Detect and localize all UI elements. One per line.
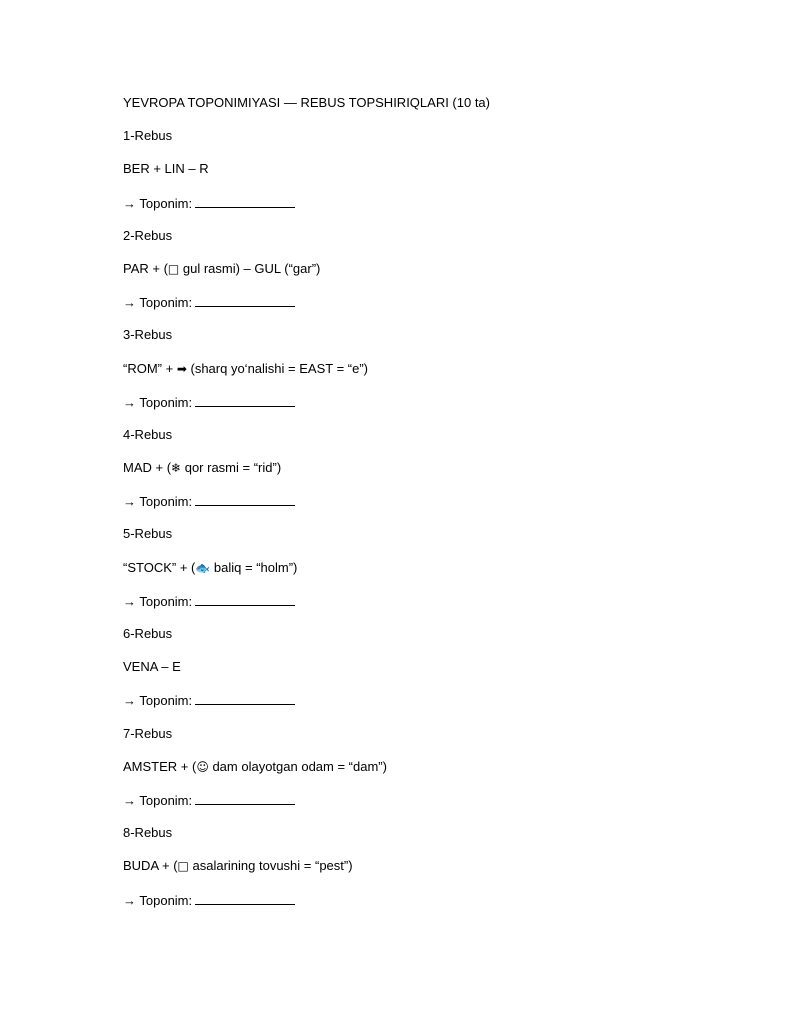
rebus-heading: 2-Rebus — [123, 227, 173, 243]
rebus-heading: 8-Rebus — [123, 825, 173, 841]
rebus-puzzle — [123, 560, 683, 576]
answer-blank[interactable] — [195, 892, 295, 905]
puzzle-text: “ROM” + — [123, 360, 177, 376]
puzzle-text: MAD + ( — [123, 460, 172, 476]
answer-label: → Toponim: — [123, 494, 193, 510]
rebus-heading: 3-Rebus — [123, 327, 173, 343]
smiling-face-icon: ☺ — [196, 759, 209, 774]
rebus-puzzle — [123, 659, 683, 675]
answer-label: → Toponim: — [123, 892, 193, 908]
rebus-heading: 6-Rebus — [123, 626, 173, 641]
snowflake-icon: ❄ — [171, 461, 182, 476]
answer-line — [123, 892, 683, 908]
missing-glyph-icon: □ — [167, 261, 180, 276]
rebus-puzzle — [123, 460, 683, 476]
puzzle-text: BUDA + ( — [123, 858, 178, 874]
puzzle-text: (sharq yo‘nalishi = EAST = “e”) — [186, 360, 368, 376]
answer-label: → Toponim: — [123, 693, 193, 709]
rebus-puzzle — [123, 261, 683, 277]
rebus-puzzle — [123, 361, 683, 377]
answer-blank[interactable] — [195, 195, 295, 208]
puzzle-text: VENA – E — [123, 659, 181, 675]
puzzle-text: PAR + ( — [123, 260, 168, 276]
right-arrow-icon: ➡ — [176, 361, 187, 376]
rebus-puzzle — [123, 161, 683, 177]
puzzle-text: BER + LIN – R — [123, 161, 209, 177]
puzzle-text: gul rasmi) – GUL (“gar”) — [179, 260, 321, 276]
answer-label: → Toponim: — [123, 195, 193, 211]
answer-line — [123, 394, 683, 410]
rebus-puzzle — [123, 759, 683, 775]
document-title: YEVROPA TOPONIMIYASI — REBUS TOPSHIRIQLARI (10 ta) — [123, 95, 490, 110]
answer-label: → Toponim: — [123, 394, 193, 410]
answer-line — [123, 294, 683, 310]
answer-line — [123, 195, 683, 211]
answer-blank[interactable] — [195, 493, 295, 506]
answer-blank[interactable] — [195, 394, 295, 407]
answer-blank[interactable] — [195, 294, 295, 307]
puzzle-text: baliq = “holm”) — [210, 559, 298, 575]
puzzle-text: qor rasmi = “rid”) — [181, 460, 282, 476]
document-body — [123, 95, 683, 925]
puzzle-text: “STOCK” + ( — [123, 559, 196, 575]
rebus-heading: 5-Rebus — [123, 526, 173, 542]
answer-blank[interactable] — [195, 692, 295, 705]
rebus-heading: 7-Rebus — [123, 725, 173, 741]
answer-line — [123, 692, 683, 708]
answer-label: → Toponim: — [123, 295, 193, 311]
answer-line — [123, 493, 683, 509]
rebus-heading: 1-Rebus — [123, 128, 173, 144]
puzzle-text: dam olayotgan odam = “dam”) — [208, 758, 387, 774]
answer-label: → Toponim: — [123, 792, 193, 808]
rebus-puzzle — [123, 858, 683, 874]
rebus-heading: 4-Rebus — [123, 426, 173, 442]
answer-label: → Toponim: — [123, 593, 193, 609]
puzzle-text: asalarining tovushi = “pest”) — [188, 858, 353, 874]
answer-line — [123, 792, 683, 808]
missing-glyph-icon: □ — [177, 859, 189, 874]
fish-icon: 🐟 — [195, 560, 211, 575]
puzzle-text: AMSTER + ( — [123, 758, 197, 774]
answer-blank[interactable] — [195, 593, 295, 606]
answer-line — [123, 593, 683, 609]
answer-blank[interactable] — [195, 792, 295, 805]
